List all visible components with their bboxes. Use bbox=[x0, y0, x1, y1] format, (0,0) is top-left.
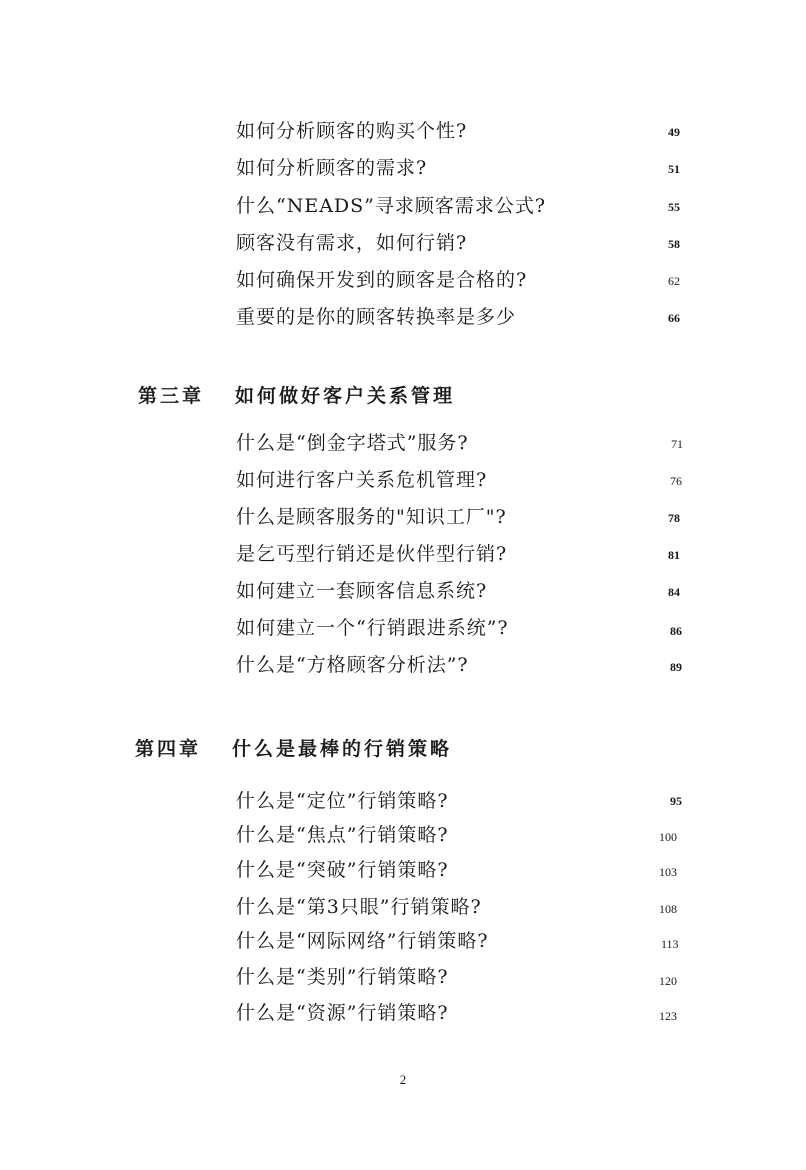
chapter-label: 第三章 bbox=[138, 385, 205, 407]
toc-entry-title: 什么“NEADS”寻求顾客需求公式? bbox=[236, 195, 547, 217]
toc-entry-title: 如何建立一套顾客信息系统? bbox=[236, 580, 488, 602]
toc-entry-page: 120 bbox=[659, 974, 677, 988]
toc-entry-title: 什么是“方格顾客分析法”? bbox=[236, 654, 469, 676]
toc-entry-page: 100 bbox=[659, 830, 677, 844]
toc-entry-page: 89 bbox=[670, 660, 682, 674]
chapter-heading bbox=[135, 734, 453, 761]
toc-entry-page: 51 bbox=[668, 162, 680, 176]
chapter-title: 什么是最棒的行销策略 bbox=[232, 738, 453, 760]
page-number: 2 bbox=[399, 1072, 407, 1087]
toc-entry-title: 什么是“第3只眼”行销策略? bbox=[236, 896, 482, 918]
toc-entry-title: 什么是“定位”行销策略? bbox=[236, 790, 449, 812]
toc-entry-title: 什么是“类别”行销策略? bbox=[236, 966, 449, 988]
toc-entry-title: 如何分析顾客的需求? bbox=[236, 157, 428, 179]
chapter-heading bbox=[138, 381, 456, 408]
toc-entry-page: 103 bbox=[659, 865, 677, 879]
chapter-label: 第四章 bbox=[135, 738, 202, 760]
toc-entry-title: 是乞丐型行销还是伙伴型行销? bbox=[236, 543, 508, 565]
toc-entry-title: 如何确保开发到的顾客是合格的? bbox=[236, 269, 528, 291]
toc-entry-page: 95 bbox=[670, 794, 682, 808]
toc-entry-page: 71 bbox=[671, 437, 683, 451]
toc-entry-page: 55 bbox=[668, 200, 680, 214]
toc-entry-page: 62 bbox=[668, 274, 680, 288]
toc-entry-page: 123 bbox=[659, 1009, 677, 1023]
toc-entry-page: 66 bbox=[668, 311, 680, 325]
toc-entry-title: 什么是“焦点”行销策略? bbox=[236, 824, 449, 846]
toc-entry-title: 如何分析顾客的购买个性? bbox=[236, 120, 468, 142]
toc-entry-title: 什么是“倒金字塔式”服务? bbox=[236, 432, 469, 454]
toc-entry-page: 58 bbox=[668, 237, 680, 251]
toc-entry-page: 113 bbox=[661, 937, 679, 951]
toc-entry-page: 86 bbox=[670, 624, 682, 638]
toc-entry-title: 什么是顾客服务的"知识工厂"? bbox=[236, 506, 507, 528]
toc-entry-page: 84 bbox=[668, 585, 680, 599]
toc-entry-title: 重要的是你的顾客转换率是多少 bbox=[236, 306, 517, 328]
toc-entry-page: 49 bbox=[668, 125, 680, 139]
toc-entry-title: 如何建立一个“行销跟进系统”? bbox=[236, 617, 509, 639]
toc-entry-page: 81 bbox=[668, 548, 680, 562]
toc-entry-title: 顾客没有需求，如何行销? bbox=[236, 232, 468, 254]
toc-entry-title: 什么是“资源”行销策略? bbox=[236, 1002, 449, 1024]
toc-entry-title: 什么是“突破”行销策略? bbox=[236, 859, 449, 881]
toc-entry-page: 76 bbox=[670, 474, 682, 488]
toc-entry-title: 什么是“网际网络”行销策略? bbox=[236, 930, 489, 952]
chapter-title: 如何做好客户关系管理 bbox=[235, 385, 456, 407]
toc-entry-page: 78 bbox=[668, 511, 680, 525]
toc-entry-page: 108 bbox=[659, 902, 677, 916]
toc-entry-title: 如何进行客户关系危机管理? bbox=[236, 469, 488, 491]
